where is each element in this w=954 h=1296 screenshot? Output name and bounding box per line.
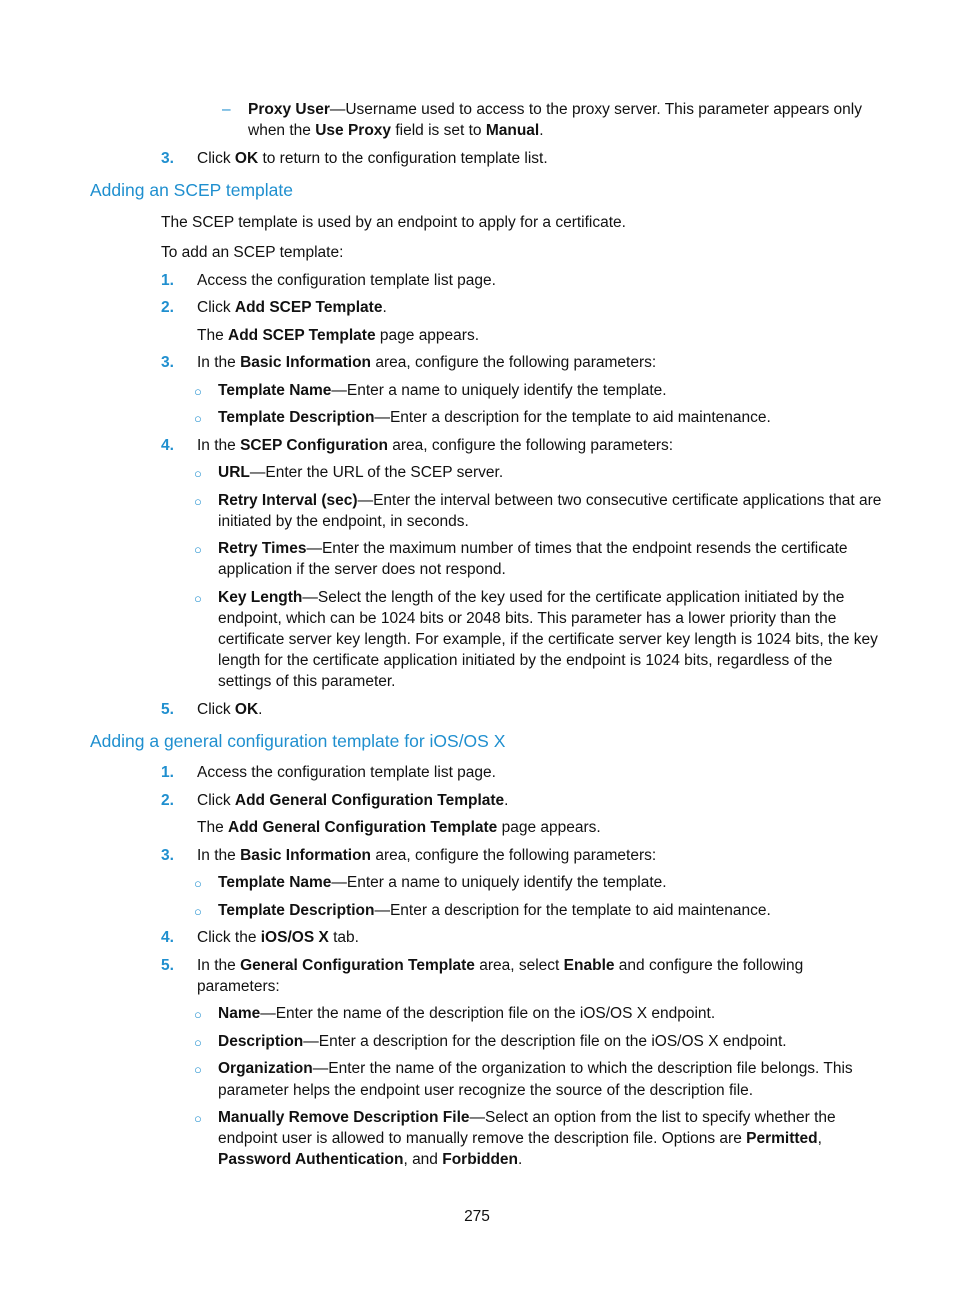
step-number: 4. — [161, 437, 174, 454]
step-note: The Add SCEP Template page appears. — [197, 327, 480, 344]
step-note: The Add General Configuration Template page appears. — [197, 819, 601, 836]
step-text: In the Basic Information area, configure the following parameters: — [197, 354, 657, 371]
step-text: Click OK. — [197, 701, 263, 718]
bullet-marker: ○ — [194, 1062, 202, 1077]
bullet-marker: ○ — [194, 591, 202, 606]
bullet-marker: ○ — [194, 904, 202, 919]
step-number: 1. — [161, 764, 174, 781]
bullet-item: Name—Enter the name of the description file on the iOS/OS X endpoint. — [218, 1005, 716, 1022]
step-number: 2. — [161, 299, 174, 316]
bullet-item: Manually Remove Description File—Select an option from the list to specify whether the — [218, 1109, 836, 1126]
step-text: Access the configuration template list page. — [197, 764, 496, 781]
bullet-item-line: certificate server key length. For example, if the certificate server key length is 1024 bits, the key — [218, 631, 878, 648]
step-number: 2. — [161, 792, 174, 809]
bullet-marker: ○ — [194, 411, 202, 426]
bullet-marker: ○ — [194, 542, 202, 557]
step-number: 1. — [161, 272, 174, 289]
bullet-marker: ○ — [194, 1035, 202, 1050]
paragraph: To add an SCEP template: — [161, 244, 344, 261]
step-text: Click the iOS/OS X tab. — [197, 929, 359, 946]
bullet-marker: ○ — [194, 1007, 202, 1022]
paragraph: The SCEP template is used by an endpoint to apply for a certificate. — [161, 214, 626, 231]
bullet-item-line: initiated by the endpoint, in seconds. — [218, 513, 469, 530]
step-text: Click Add SCEP Template. — [197, 299, 387, 316]
bullet-item: Retry Times—Enter the maximum number of times that the endpoint resends the certificate — [218, 540, 848, 557]
step-text: In the General Configuration Template area, select Enable and configure the following — [197, 957, 804, 974]
bullet-marker: ○ — [194, 384, 202, 399]
step-text: Access the configuration template list page. — [197, 272, 496, 289]
step-text: In the SCEP Configuration area, configure the following parameters: — [197, 437, 674, 454]
bullet-marker: ○ — [194, 494, 202, 509]
bullet-marker: ○ — [194, 1111, 202, 1126]
step-text: In the Basic Information area, configure the following parameters: — [197, 847, 657, 864]
proxy-user-item: Proxy User—Username used to access to the proxy server. This parameter appears only — [248, 101, 862, 118]
bullet-item: URL—Enter the URL of the SCEP server. — [218, 464, 504, 481]
step-number: 3. — [161, 847, 174, 864]
step-text: Click Add General Configuration Template. — [197, 792, 509, 809]
step-number: 3. — [161, 150, 174, 167]
step-number: 5. — [161, 957, 174, 974]
bullet-item: Template Description—Enter a description for the template to aid maintenance. — [218, 409, 771, 426]
section-heading-ios: Adding a general configuration template for iOS/OS X — [90, 731, 506, 751]
bullet-item: Organization—Enter the name of the organization to which the description file belongs. This — [218, 1060, 853, 1077]
bullet-item: Retry Interval (sec)—Enter the interval between two consecutive certificate applications that are — [218, 492, 882, 509]
bullet-item-line: length for the certificate application initiated by the endpoint is 1024 bits, regardless of the — [218, 652, 833, 669]
bullet-item-line: parameter helps the endpoint user recognize the source of the description file. — [218, 1082, 754, 1099]
step-number: 3. — [161, 354, 174, 371]
bullet-item-line: application if the server does not respond. — [218, 561, 506, 578]
bullet-item-line: endpoint user is allowed to manually remove the description file. Options are Permitted, — [218, 1130, 822, 1147]
step-text-line: parameters: — [197, 978, 280, 995]
proxy-user-item-line2: when the Use Proxy field is set to Manual. — [248, 122, 544, 139]
bullet-marker: ○ — [194, 466, 202, 481]
step-text: Click OK to return to the configuration template list. — [197, 150, 548, 167]
bullet-item: Template Name—Enter a name to uniquely identify the template. — [218, 382, 667, 399]
section-heading-scep: Adding an SCEP template — [90, 180, 294, 200]
page-number: 275 — [464, 1208, 490, 1225]
bullet-item-line: endpoint, which can be 1024 bits or 2048 bits. This parameter has a lower priority than the — [218, 610, 837, 627]
bullet-item: Key Length—Select the length of the key used for the certificate application initiated by the — [218, 589, 845, 606]
step-number: 4. — [161, 929, 174, 946]
bullet-marker: ○ — [194, 876, 202, 891]
step-number: 5. — [161, 701, 174, 718]
bullet-item: Description—Enter a description for the description file on the iOS/OS X endpoint. — [218, 1033, 787, 1050]
bullet-item-line: Password Authentication, and Forbidden. — [218, 1151, 523, 1168]
bullet-item: Template Description—Enter a description for the template to aid maintenance. — [218, 902, 771, 919]
bullet-item: Template Name—Enter a name to uniquely identify the template. — [218, 874, 667, 891]
bullet-item-line: settings of this parameter. — [218, 673, 396, 690]
dash-marker: – — [222, 101, 231, 118]
